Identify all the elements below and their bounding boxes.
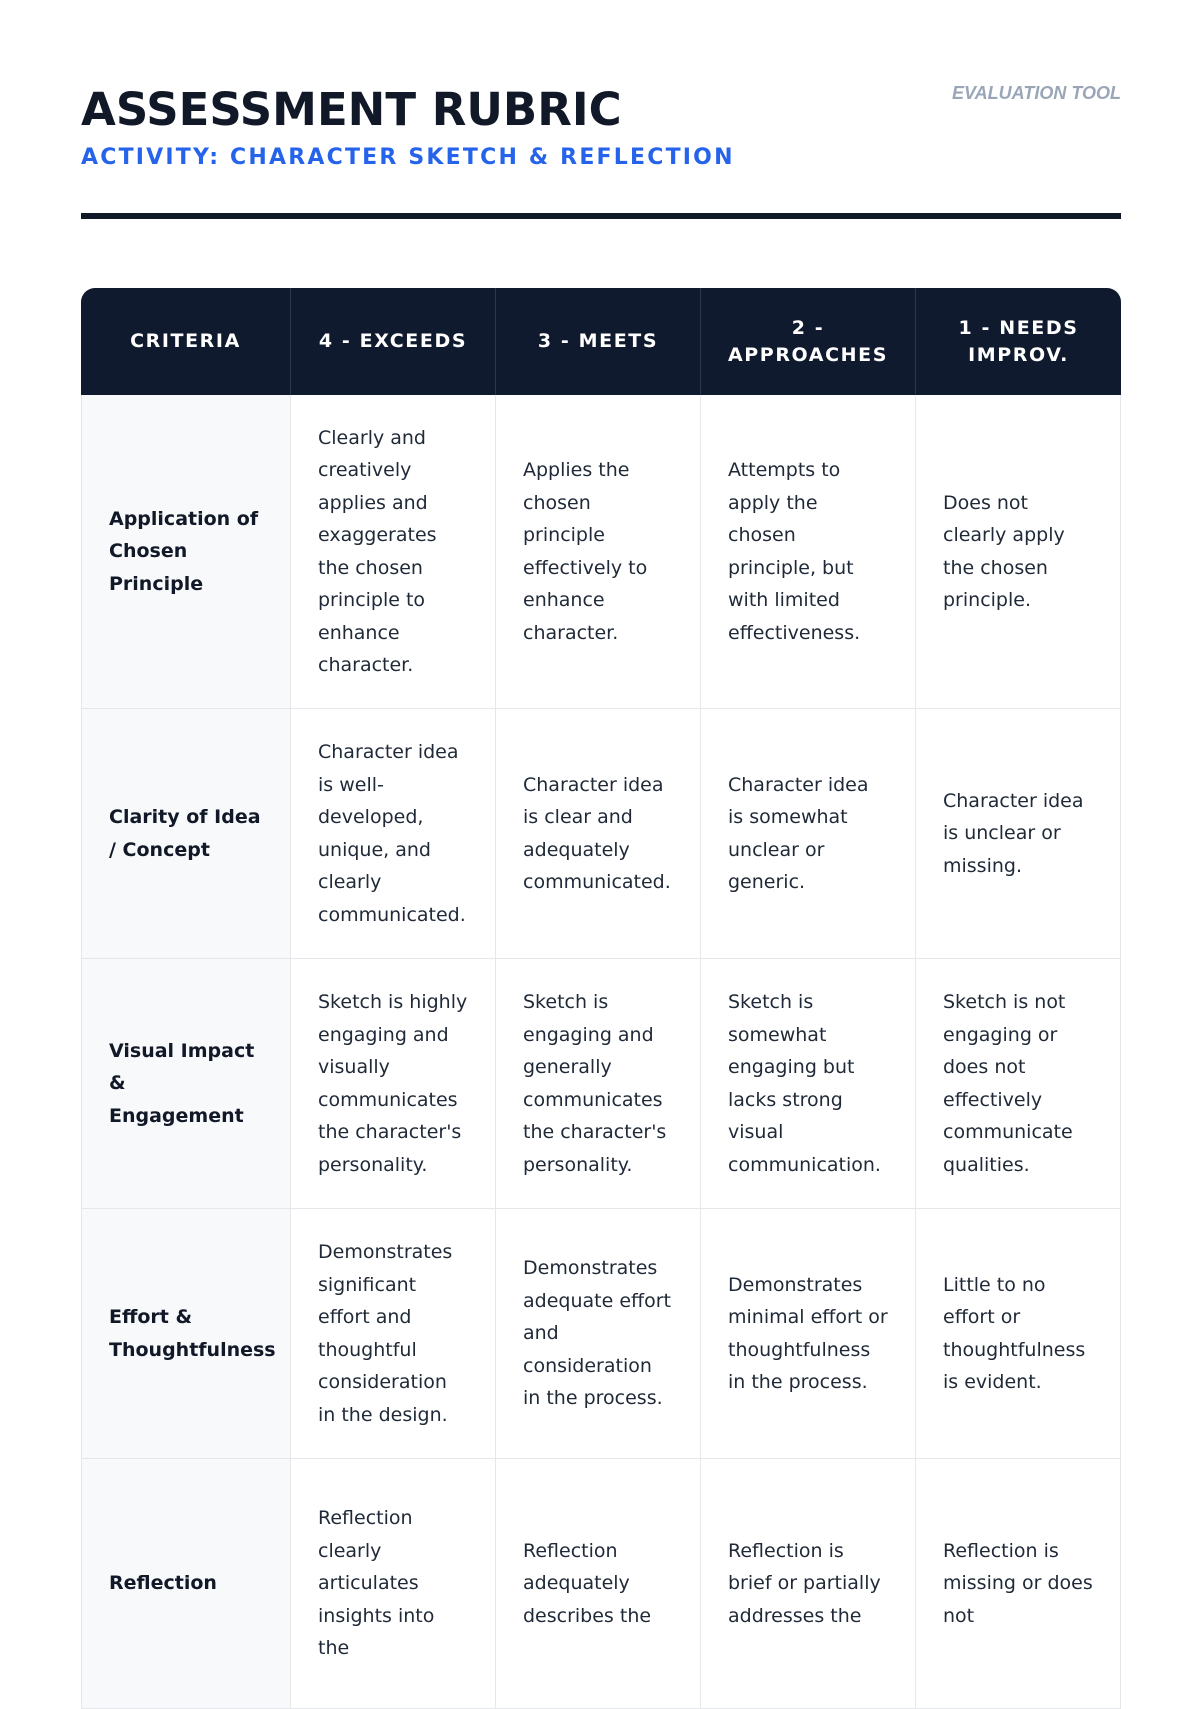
column-header-criteria: CRITERIA bbox=[81, 288, 291, 395]
approaches-cell: Reflection is brief or partially addresses the bbox=[701, 1459, 916, 1709]
approaches-cell: Sketch is somewhat engaging but lacks strong visual communication. bbox=[701, 959, 916, 1209]
table-row bbox=[81, 959, 1121, 1209]
approaches-cell: Attempts to apply the chosen principle, but with limited effectiveness. bbox=[701, 395, 916, 709]
table-row bbox=[81, 1209, 1121, 1459]
exceeds-cell: Reflection clearly articulates insights into the bbox=[291, 1459, 496, 1709]
criteria-cell: Visual Impact & Engagement bbox=[81, 959, 291, 1209]
criteria-cell: Reflection bbox=[81, 1459, 291, 1709]
column-header-approaches: 2 - APPROACHES bbox=[701, 288, 916, 395]
page-header bbox=[81, 0, 1121, 222]
evaluation-tool-tag: EVALUATION TOOL bbox=[952, 83, 1121, 103]
meets-cell: Character idea is clear and adequately communicated. bbox=[496, 709, 701, 959]
criteria-cell: Application of Chosen Principle bbox=[81, 395, 291, 709]
page-title: ASSESSMENT RUBRIC bbox=[81, 83, 622, 136]
page-subtitle: ACTIVITY: CHARACTER SKETCH & REFLECTION bbox=[81, 145, 735, 170]
rubric-page bbox=[81, 0, 1121, 1660]
table-row bbox=[81, 395, 1121, 709]
exceeds-cell: Demonstrates significant effort and thoughtful consideration in the design. bbox=[291, 1209, 496, 1459]
table-row bbox=[81, 1459, 1121, 1709]
approaches-cell: Character idea is somewhat unclear or generic. bbox=[701, 709, 916, 959]
criteria-cell: Effort & Thoughtfulness bbox=[81, 1209, 291, 1459]
needs-improvement-cell: Character idea is unclear or missing. bbox=[916, 709, 1121, 959]
rubric-table bbox=[81, 288, 1121, 1709]
approaches-cell: Demonstrates minimal effort or thoughtfulness in the process. bbox=[701, 1209, 916, 1459]
column-header-meets: 3 - MEETS bbox=[496, 288, 701, 395]
rubric-table-header bbox=[81, 288, 1121, 395]
meets-cell: Applies the chosen principle effectively to enhance character. bbox=[496, 395, 701, 709]
rubric-table-body bbox=[81, 395, 1121, 1709]
meets-cell: Sketch is engaging and generally communicates the character's personality. bbox=[496, 959, 701, 1209]
exceeds-cell: Clearly and creatively applies and exaggerates the chosen principle to enhance character. bbox=[291, 395, 496, 709]
needs-improvement-cell: Reflection is missing or does not bbox=[916, 1459, 1121, 1709]
column-header-exceeds: 4 - EXCEEDS bbox=[291, 288, 496, 395]
column-header-needs-improvement: 1 - NEEDS IMPROV. bbox=[916, 288, 1121, 395]
criteria-cell: Clarity of Idea / Concept bbox=[81, 709, 291, 959]
needs-improvement-cell: Little to no effort or thoughtfulness is evident. bbox=[916, 1209, 1121, 1459]
exceeds-cell: Character idea is well-developed, unique, and clearly communicated. bbox=[291, 709, 496, 959]
needs-improvement-cell: Does not clearly apply the chosen principle. bbox=[916, 395, 1121, 709]
meets-cell: Demonstrates adequate effort and consideration in the process. bbox=[496, 1209, 701, 1459]
header-divider bbox=[81, 213, 1121, 219]
table-row bbox=[81, 709, 1121, 959]
meets-cell: Reflection adequately describes the bbox=[496, 1459, 701, 1709]
exceeds-cell: Sketch is highly engaging and visually communicates the character's personality. bbox=[291, 959, 496, 1209]
needs-improvement-cell: Sketch is not engaging or does not effectively communicate qualities. bbox=[916, 959, 1121, 1209]
